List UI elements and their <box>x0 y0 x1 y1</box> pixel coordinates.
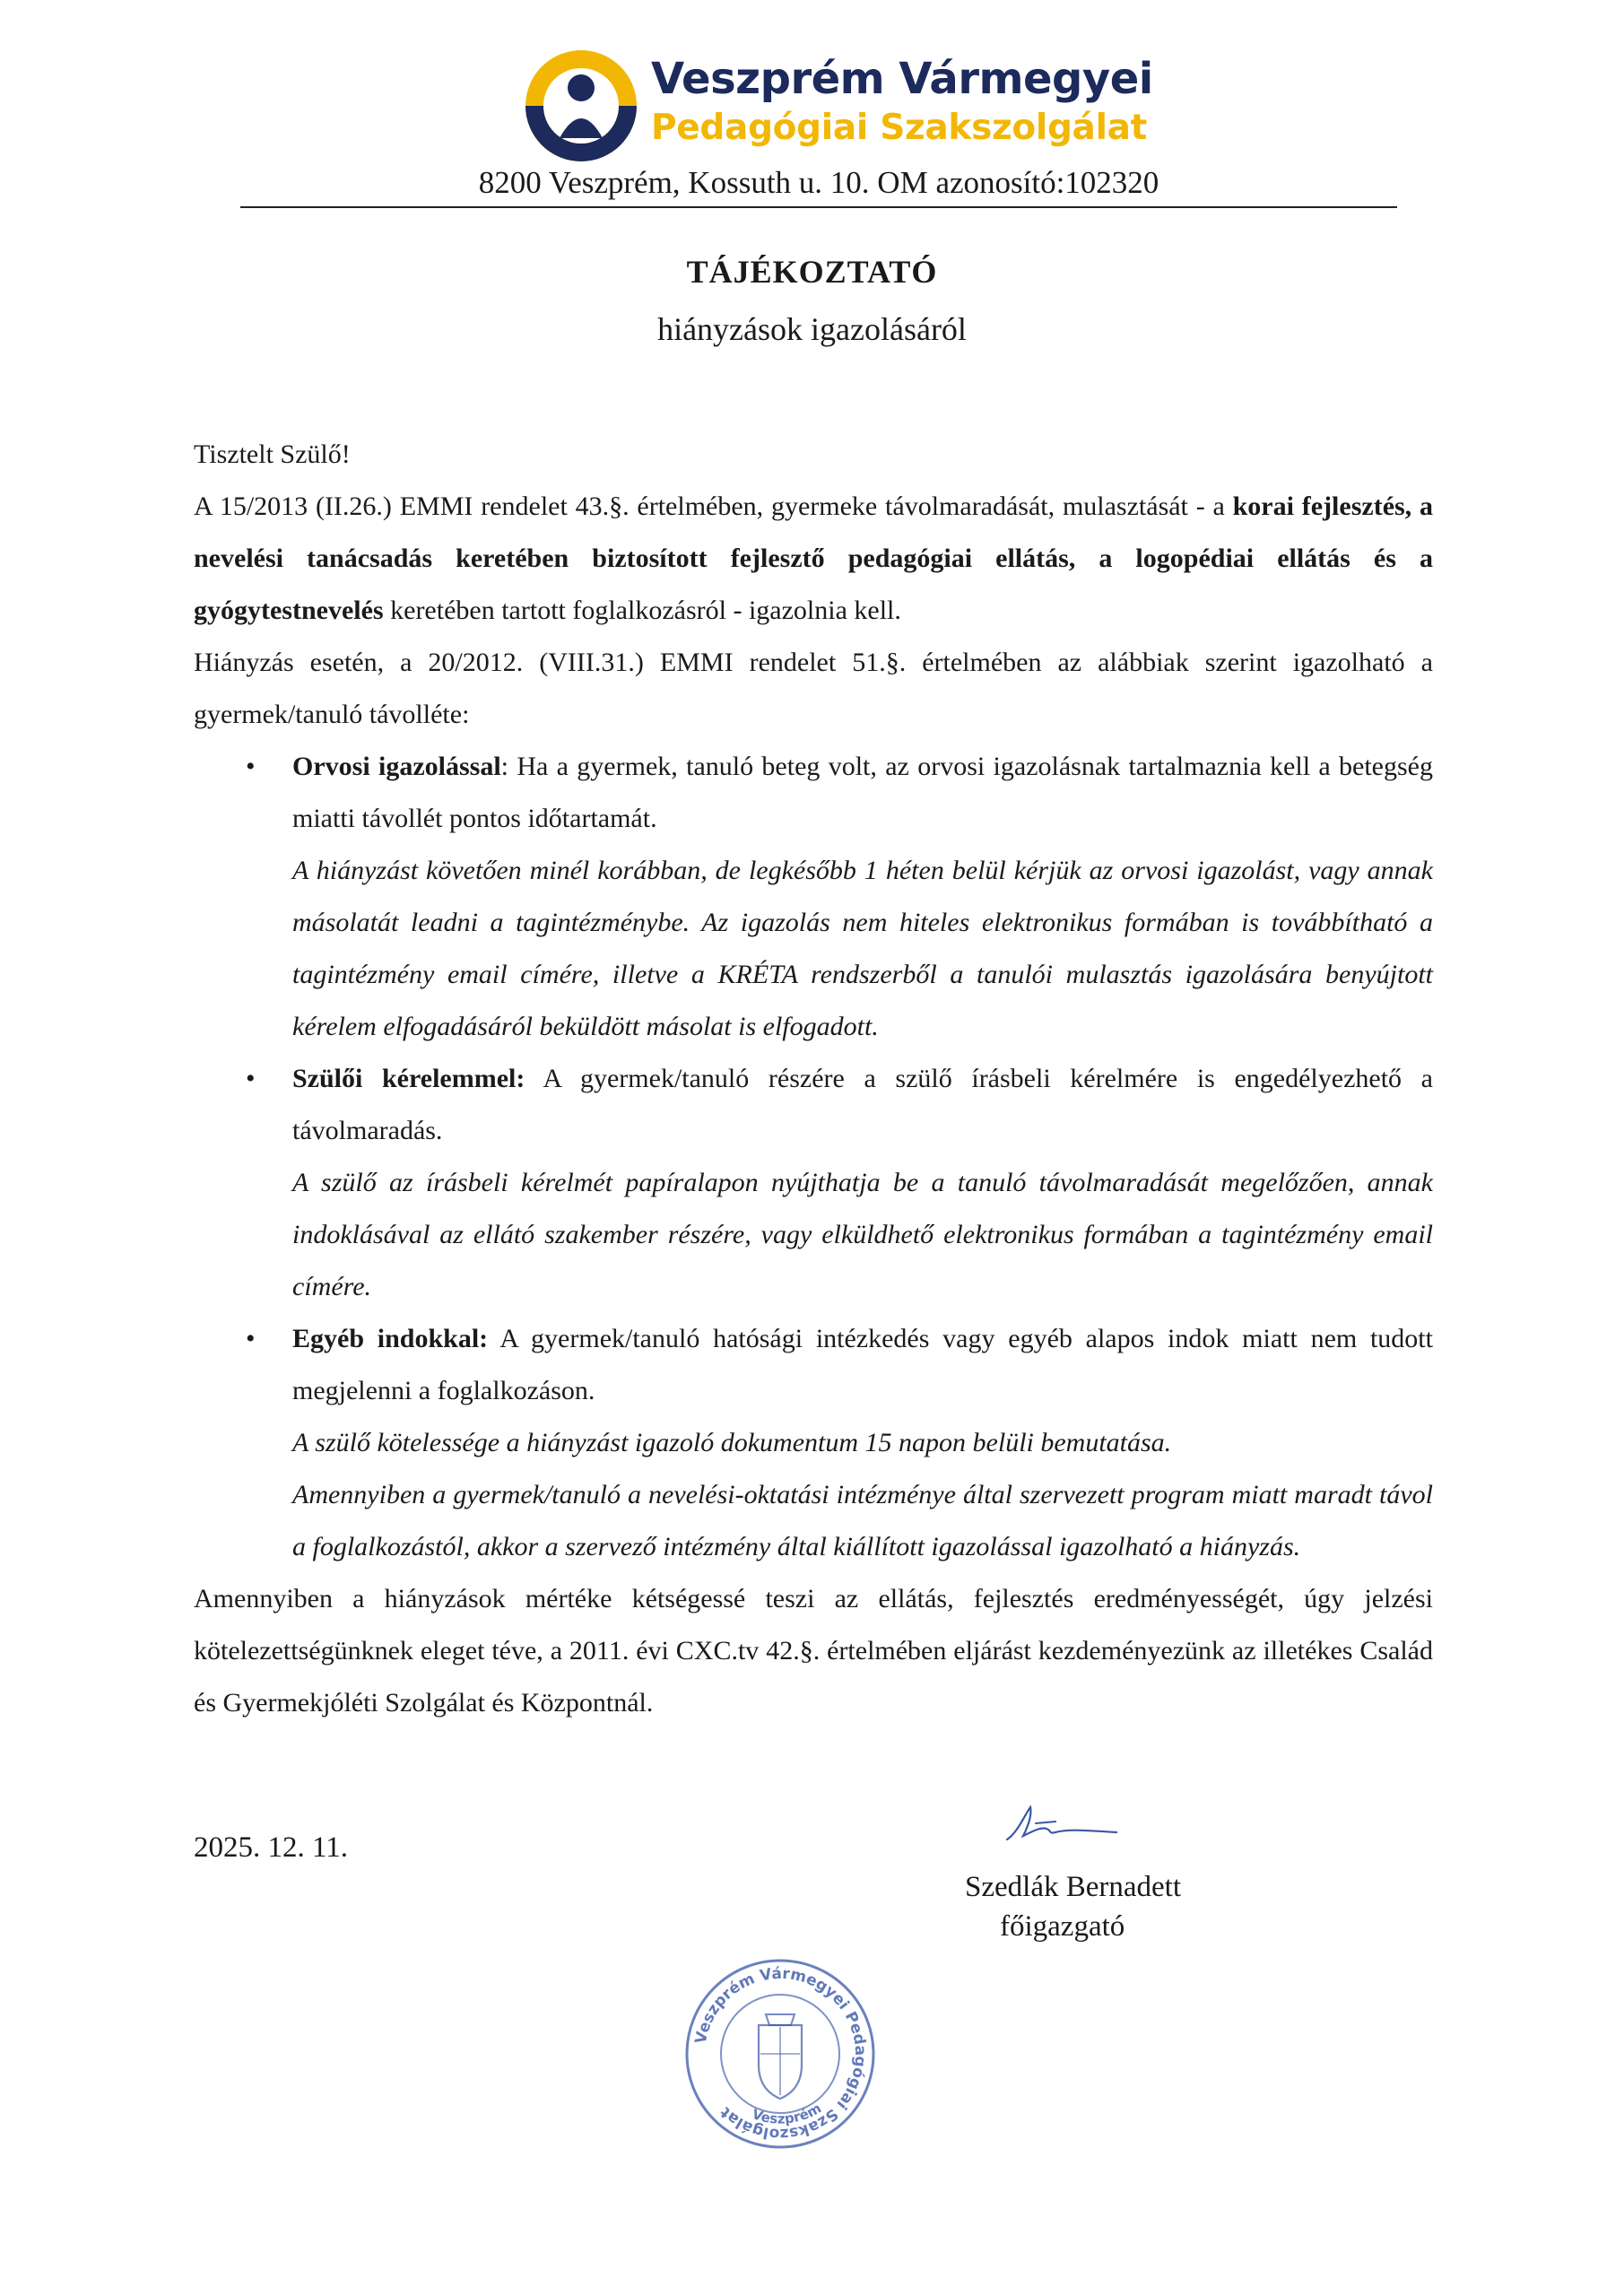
org-address: 8200 Veszprém, Kossuth u. 10. OM azonosító:102320 <box>478 165 1159 200</box>
bullet-icon: • <box>246 1324 256 1353</box>
intro-text-1: A 15/2013 (II.26.) EMMI rendelet 43.§. értelmében, gyermeke távolmaradását, mulasztását - a <box>194 491 1233 521</box>
document-date: 2025. 12. 11. <box>194 1831 349 1864</box>
list-item-label: Szülői kérelemmel: <box>292 1064 525 1093</box>
signer-name: Szedlák Bernadett <box>965 1871 1181 1903</box>
list-item-note: A szülő kötelessége a hiányzást igazoló dokumentum 15 napon belüli bemutatása. <box>292 1428 1172 1457</box>
list-item-desc: A gyermek/tanuló részére a szülő írásbeli kérelmére is engedélyezhető a távolmaradás. <box>292 1064 1433 1145</box>
svg-text:Veszprém Vármegyei Pedagógiai: Veszprém Vármegyei Pedagógiai Szakszolgálat <box>691 1964 870 2144</box>
closing-paragraph: Amennyiben a hiányzások mértéke kétségessé teszi az ellátás, fejlesztés eredményességét, úgy jelzési kötelezettségünknek eleget téve, a 2011. évi CXC.tv 42.§. értelmében eljárást kezdeményezünk az illetékes Család és Gyermekjóléti Szolgálat és Központnál. <box>194 1584 1433 1718</box>
header-divider <box>240 206 1397 208</box>
official-stamp-icon <box>682 1955 879 2152</box>
list-item-medical <box>194 741 1433 1053</box>
handwritten-signature-icon <box>1000 1796 1125 1850</box>
intro-text-2: keretében tartott foglalkozásról - igazolnia kell. <box>383 596 901 625</box>
list-item-note: Amennyiben a gyermek/tanuló a nevelési-oktatási intézménye által szervezett program miatt maradt távol a foglalkozástól, akkor a szervező intézmény által kiállított igazolással igazolható a hiányzás. <box>292 1480 1433 1561</box>
list-item-parent-request <box>194 1053 1433 1313</box>
bullet-icon: • <box>246 1064 256 1093</box>
list-item-desc: A gyermek/tanuló hatósági intézkedés vagy egyéb alapos indok miatt nem tudott megjelenni a foglalkozáson. <box>292 1324 1433 1405</box>
justification-list <box>194 741 1433 1573</box>
logo-mark-icon <box>518 43 644 169</box>
list-item-text <box>292 1053 1433 1157</box>
signer-title: főigazgató <box>1000 1910 1125 1943</box>
org-name-line2: Pedagógiai Szakszolgálat <box>651 108 1148 148</box>
list-item-desc: : Ha a gyermek, tanuló beteg volt, az orvosi igazolásnak tartalmaznia kell a betegség miatti távollét pontos időtartamát. <box>292 752 1433 833</box>
svg-text:Veszprém: Veszprém <box>750 2100 824 2127</box>
list-item-text <box>292 741 1433 845</box>
document-body <box>194 429 1433 1729</box>
intro-paragraph <box>194 481 1433 637</box>
list-item-note: A szülő az írásbeli kérelmét papíralapon nyújthatja be a tanuló távolmaradását megelőzően, annak indoklásával az ellátó szakember részére, vagy elküldhető elektronikus formában a tagintézmény email címére. <box>292 1168 1433 1301</box>
salutation: Tisztelt Szülő! <box>194 439 351 469</box>
list-item-text <box>292 1313 1433 1417</box>
bullet-icon: • <box>246 752 256 781</box>
org-name-line1: Veszprém Vármegyei <box>651 54 1153 104</box>
intro-bold-services: korai fejlesztés, a nevelési tanácsadás keretében biztosított fejlesztő pedagógiai ellátás, a logopédiai ellátás és a gyógytestnevelés <box>194 491 1433 625</box>
document-title: TÁJÉKOZTATÓ <box>686 254 938 290</box>
organization-logo <box>518 43 1153 169</box>
document-subtitle: hiányzások igazolásáról <box>657 311 967 347</box>
list-item-note: A hiányzást követően minél korábban, de legkésőbb 1 héten belül kérjük az orvosi igazolást, vagy annak másolatát leadni a tagintézménybe. Az igazolás nem hiteles elektronikus formában is továbbítható a tagintézmény email címére, illetve a KRÉTA rendszerből a tanulói mulasztás igazolására benyújtott kérelem elfogadásáról beküldött másolat is elfogadott. <box>292 856 1433 1041</box>
list-item-label: Egyéb indokkal: <box>292 1324 489 1353</box>
list-item-other-reason <box>194 1313 1433 1573</box>
list-item-label: Orvosi igazolással <box>292 752 501 781</box>
intro-paragraph-2: Hiányzás esetén, a 20/2012. (VIII.31.) EMMI rendelet 51.§. értelmében az alábbiak szerint igazolható a gyermek/tanuló távolléte: <box>194 648 1433 729</box>
